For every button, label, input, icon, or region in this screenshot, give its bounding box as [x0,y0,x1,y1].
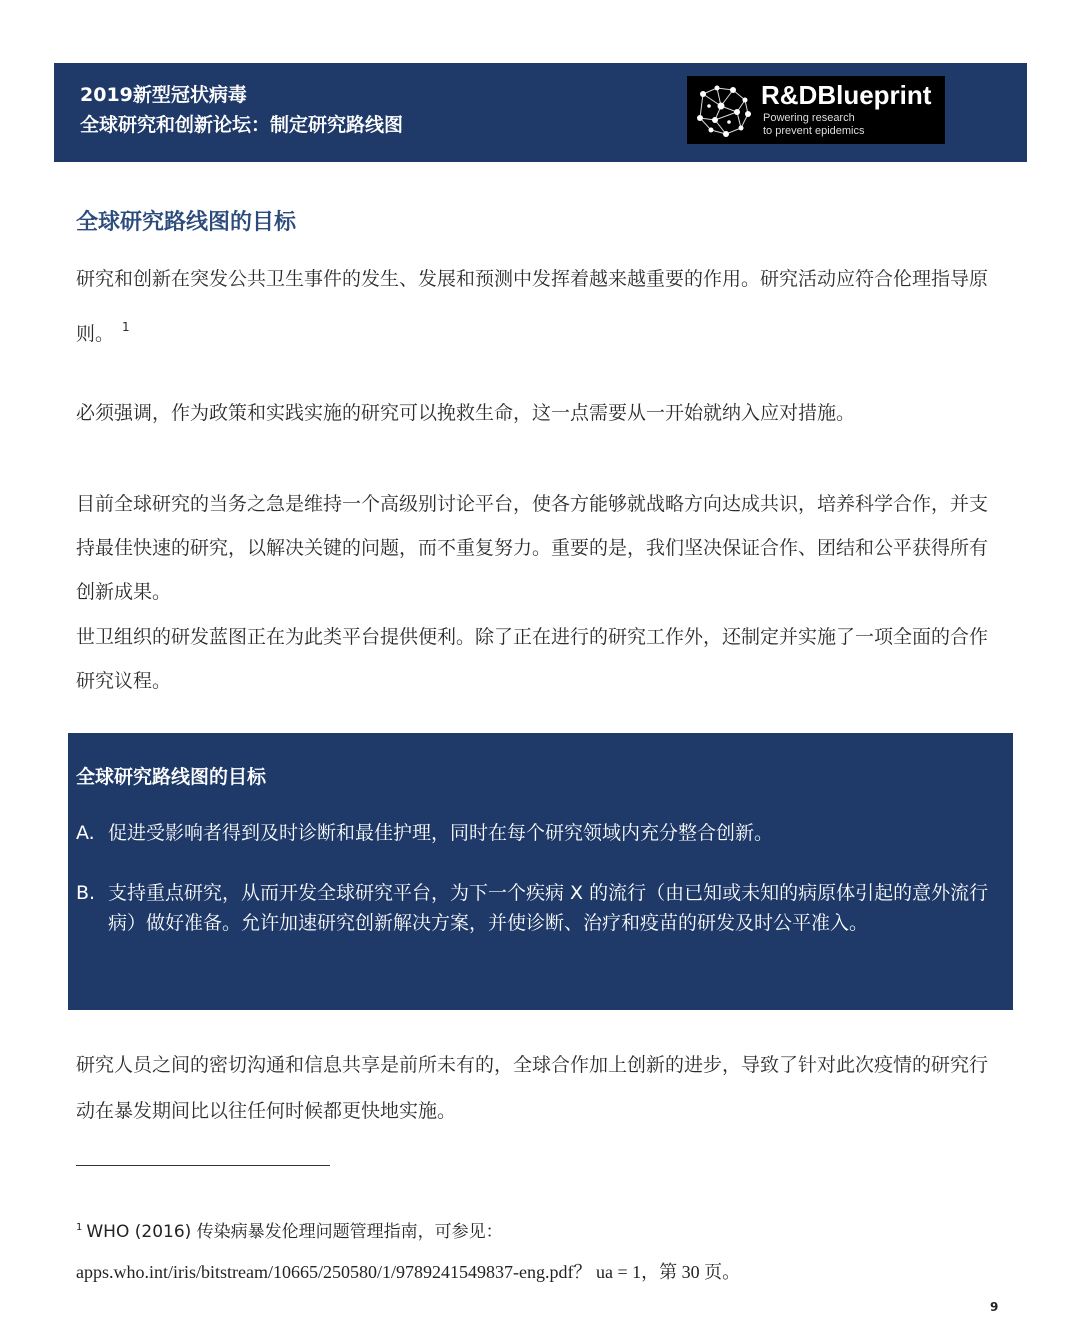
goal-item-a [76,818,1001,848]
page-number: 9 [990,1300,999,1314]
network-globe-icon [693,80,755,140]
title-line-1: 2019新型冠状病毒 [80,84,247,106]
paragraph-4: 世卫组织的研发蓝图正在为此类平台提供便利。除了正在进行的研究工作外，还制定并实施了一项全面的合作研究议程。 [76,626,989,692]
footnote-divider [76,1165,330,1166]
footnote-mark: 1 [76,1222,83,1233]
logo-tagline-line-2: to prevent epidemics [763,125,865,137]
paragraph-1-text: 研究和创新在突发公共卫生事件的发生、发展和预测中发挥着越来越重要的作用。研究活动应符合伦理指导原则。 [76,268,989,345]
logo-tagline [763,112,865,138]
goal-letter: A. [76,822,95,844]
footnote-text: WHO (2016) 传染病暴发伦理问题管理指南，可参见： [86,1222,503,1242]
paragraph-3: 目前全球研究的当务之急是维持一个高级别讨论平台，使各方能够就战略方向达成共识，培养科学合作，并支持最佳快速的研究，以解决关键的问题，而不重复努力。重要的是，我们坚决保证合作、团结和公平获得所有创新成果。 [76,493,989,603]
rd-blueprint-logo [687,76,945,144]
goal-item-b [76,878,1001,938]
paragraph-1 [76,255,996,358]
goals-callout-box [68,733,1013,1010]
logo-wordmark: R&DBlueprint [761,80,932,110]
logo-tagline-line-1: Powering research [763,112,855,124]
title-line-2: 全球研究和创新论坛：制定研究路线图 [80,114,404,136]
goal-text: 支持重点研究，从而开发全球研究平台，为下一个疾病 X 的流行（由已知或未知的病原体引起的意外流行病）做好准备。允许加速研究创新解决方案，并使诊断、治疗和疫苗的研发及时公平准入。 [108,882,989,934]
footnote-reference[interactable]: 1 [122,320,130,334]
document-title [80,80,403,140]
goal-letter: B. [76,882,96,904]
goals-box-heading: 全球研究路线图的目标 [76,766,267,788]
footnote-url[interactable]: apps.who.int/iris/bitstream/10665/250580/1/9789241549837-eng.pdf？ ua = 1，第 30 页。 [76,1262,741,1282]
paragraph-2: 必须强调，作为政策和实践实施的研究可以挽救生命，这一点需要从一开始就纳入应对措施。 [76,402,856,424]
header-banner [54,63,1027,162]
goal-text: 促进受影响者得到及时诊断和最佳护理，同时在每个研究领域内充分整合创新。 [108,822,774,844]
paragraph-5: 研究人员之间的密切沟通和信息共享是前所未有的，全球合作加上创新的进步，导致了针对此次疫情的研究行动在暴发期间比以往任何时候都更快地实施。 [76,1054,989,1122]
section-heading: 全球研究路线图的目标 [76,210,297,235]
footnote-line-1 [76,1217,503,1242]
